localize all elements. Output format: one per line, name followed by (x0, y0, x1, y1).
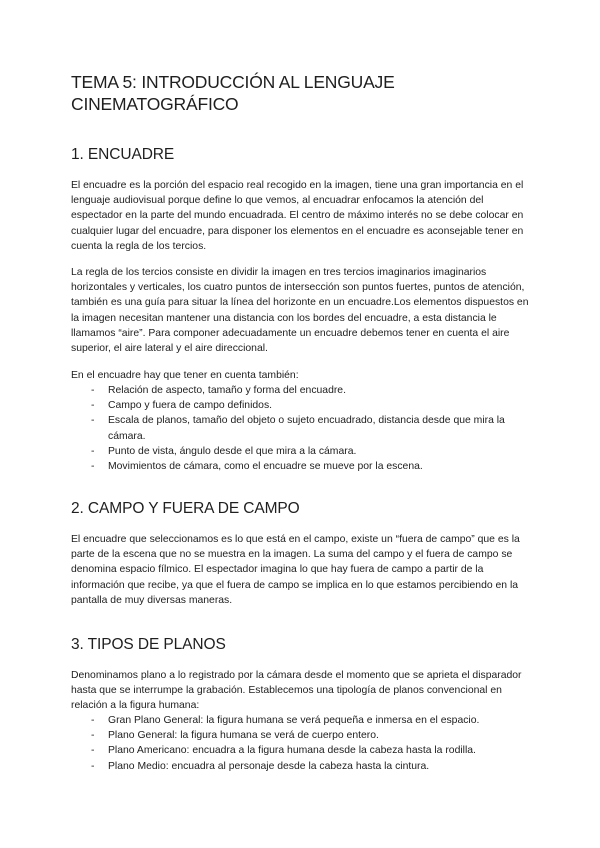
list-item: - Gran Plano General: la figura humana se verá pequeña e inmersa en el espacio. (71, 713, 533, 728)
list-item: - Plano Americano: encuadra a la figura humana desde la cabeza hasta la rodilla. (71, 743, 533, 758)
paragraph: La regla de los tercios consiste en dividir la imagen en tres tercios imaginarios imaginarios horizontales y verticales, los cuatro puntos de intersección son puntos fuertes, puntos de atención, también es una guía para situar la línea del horizonte en un encuadre.Los elementos dispuestos en la imagen necesitan mantener una distancia con los bordes del encuadre, a esta distancia le llamamos “aire”. Para componer adecuadamente un encuadre debemos tener en cuenta el aire superior, el aire lateral y el aire direccional. (71, 267, 529, 355)
list-item: - Plano General: la figura humana se verá de cuerpo entero. (71, 728, 533, 743)
dash-bullet-icon: - (91, 760, 95, 772)
list-item: - Campo y fuera de campo definidos. (71, 398, 533, 413)
section-heading-campo: 2. CAMPO Y FUERA DE CAMPO (71, 500, 300, 517)
dash-bullet-icon: - (91, 745, 95, 757)
section-heading-planos: 3. TIPOS DE PLANOS (71, 636, 226, 653)
bullet-list (71, 383, 533, 474)
list-item: - Plano Medio: encuadra al personaje desde la cabeza hasta la cintura. (71, 759, 533, 774)
paragraph: El encuadre que seleccionamos es lo que está en el campo, existe un “fuera de campo” que es la parte de la escena que no se muestra en la imagen. La suma del campo y el fuera de campo se denomina espacio fílmico. El espectador imagina lo que hay fuera de campo a partir de la información que recibe, ya que el fuera de campo se implica en lo que estamos percibiendo en la pantalla de muy diversas maneras. (71, 534, 520, 606)
dash-bullet-icon: - (91, 730, 95, 742)
list-item: - Relación de aspecto, tamaño y forma del encuadre. (71, 383, 533, 398)
paragraph: El encuadre es la porción del espacio real recogido en la imagen, tiene una gran importancia en el lenguaje audiovisual porque define lo que vemos, al encuadrar enfocamos la atención del espectador en la parte del mundo encuadrada. El centro de máximo interés no se debe colocar en cualquier lugar del encuadre, para disponer los elementos en el encuadre es aconsejable tener en cuenta la regla de los tercios. (71, 180, 524, 252)
list-item: - Movimientos de cámara, como el encuadre se mueve por la escena. (71, 459, 533, 474)
paragraph: Denominamos plano a lo registrado por la cámara desde el momento que se aprieta el disparador hasta que se interrumpe la grabación. Establecemos una tipología de planos convencional en relación a la figura humana: (71, 670, 522, 712)
dash-bullet-icon: - (91, 385, 95, 396)
list-item: - Punto de vista, ángulo desde el que mira a la cámara. (71, 444, 533, 459)
dash-bullet-icon: - (91, 415, 95, 427)
paragraph: En el encuadre hay que tener en cuenta también: (71, 370, 299, 381)
document-title: TEMA 5: INTRODUCCIÓN AL LENGUAJE CINEMATOGRÁFICO (71, 72, 395, 114)
dash-bullet-icon: - (91, 461, 95, 473)
section-heading-encuadre: 1. ENCUADRE (71, 146, 175, 163)
dash-bullet-icon: - (91, 445, 95, 457)
list-item: - Escala de planos, tamaño del objeto o sujeto encuadrado, distancia desde que mira la cámara. (91, 415, 505, 442)
dash-bullet-icon: - (91, 400, 95, 412)
bullet-list (71, 713, 533, 774)
dash-bullet-icon: - (91, 715, 95, 726)
